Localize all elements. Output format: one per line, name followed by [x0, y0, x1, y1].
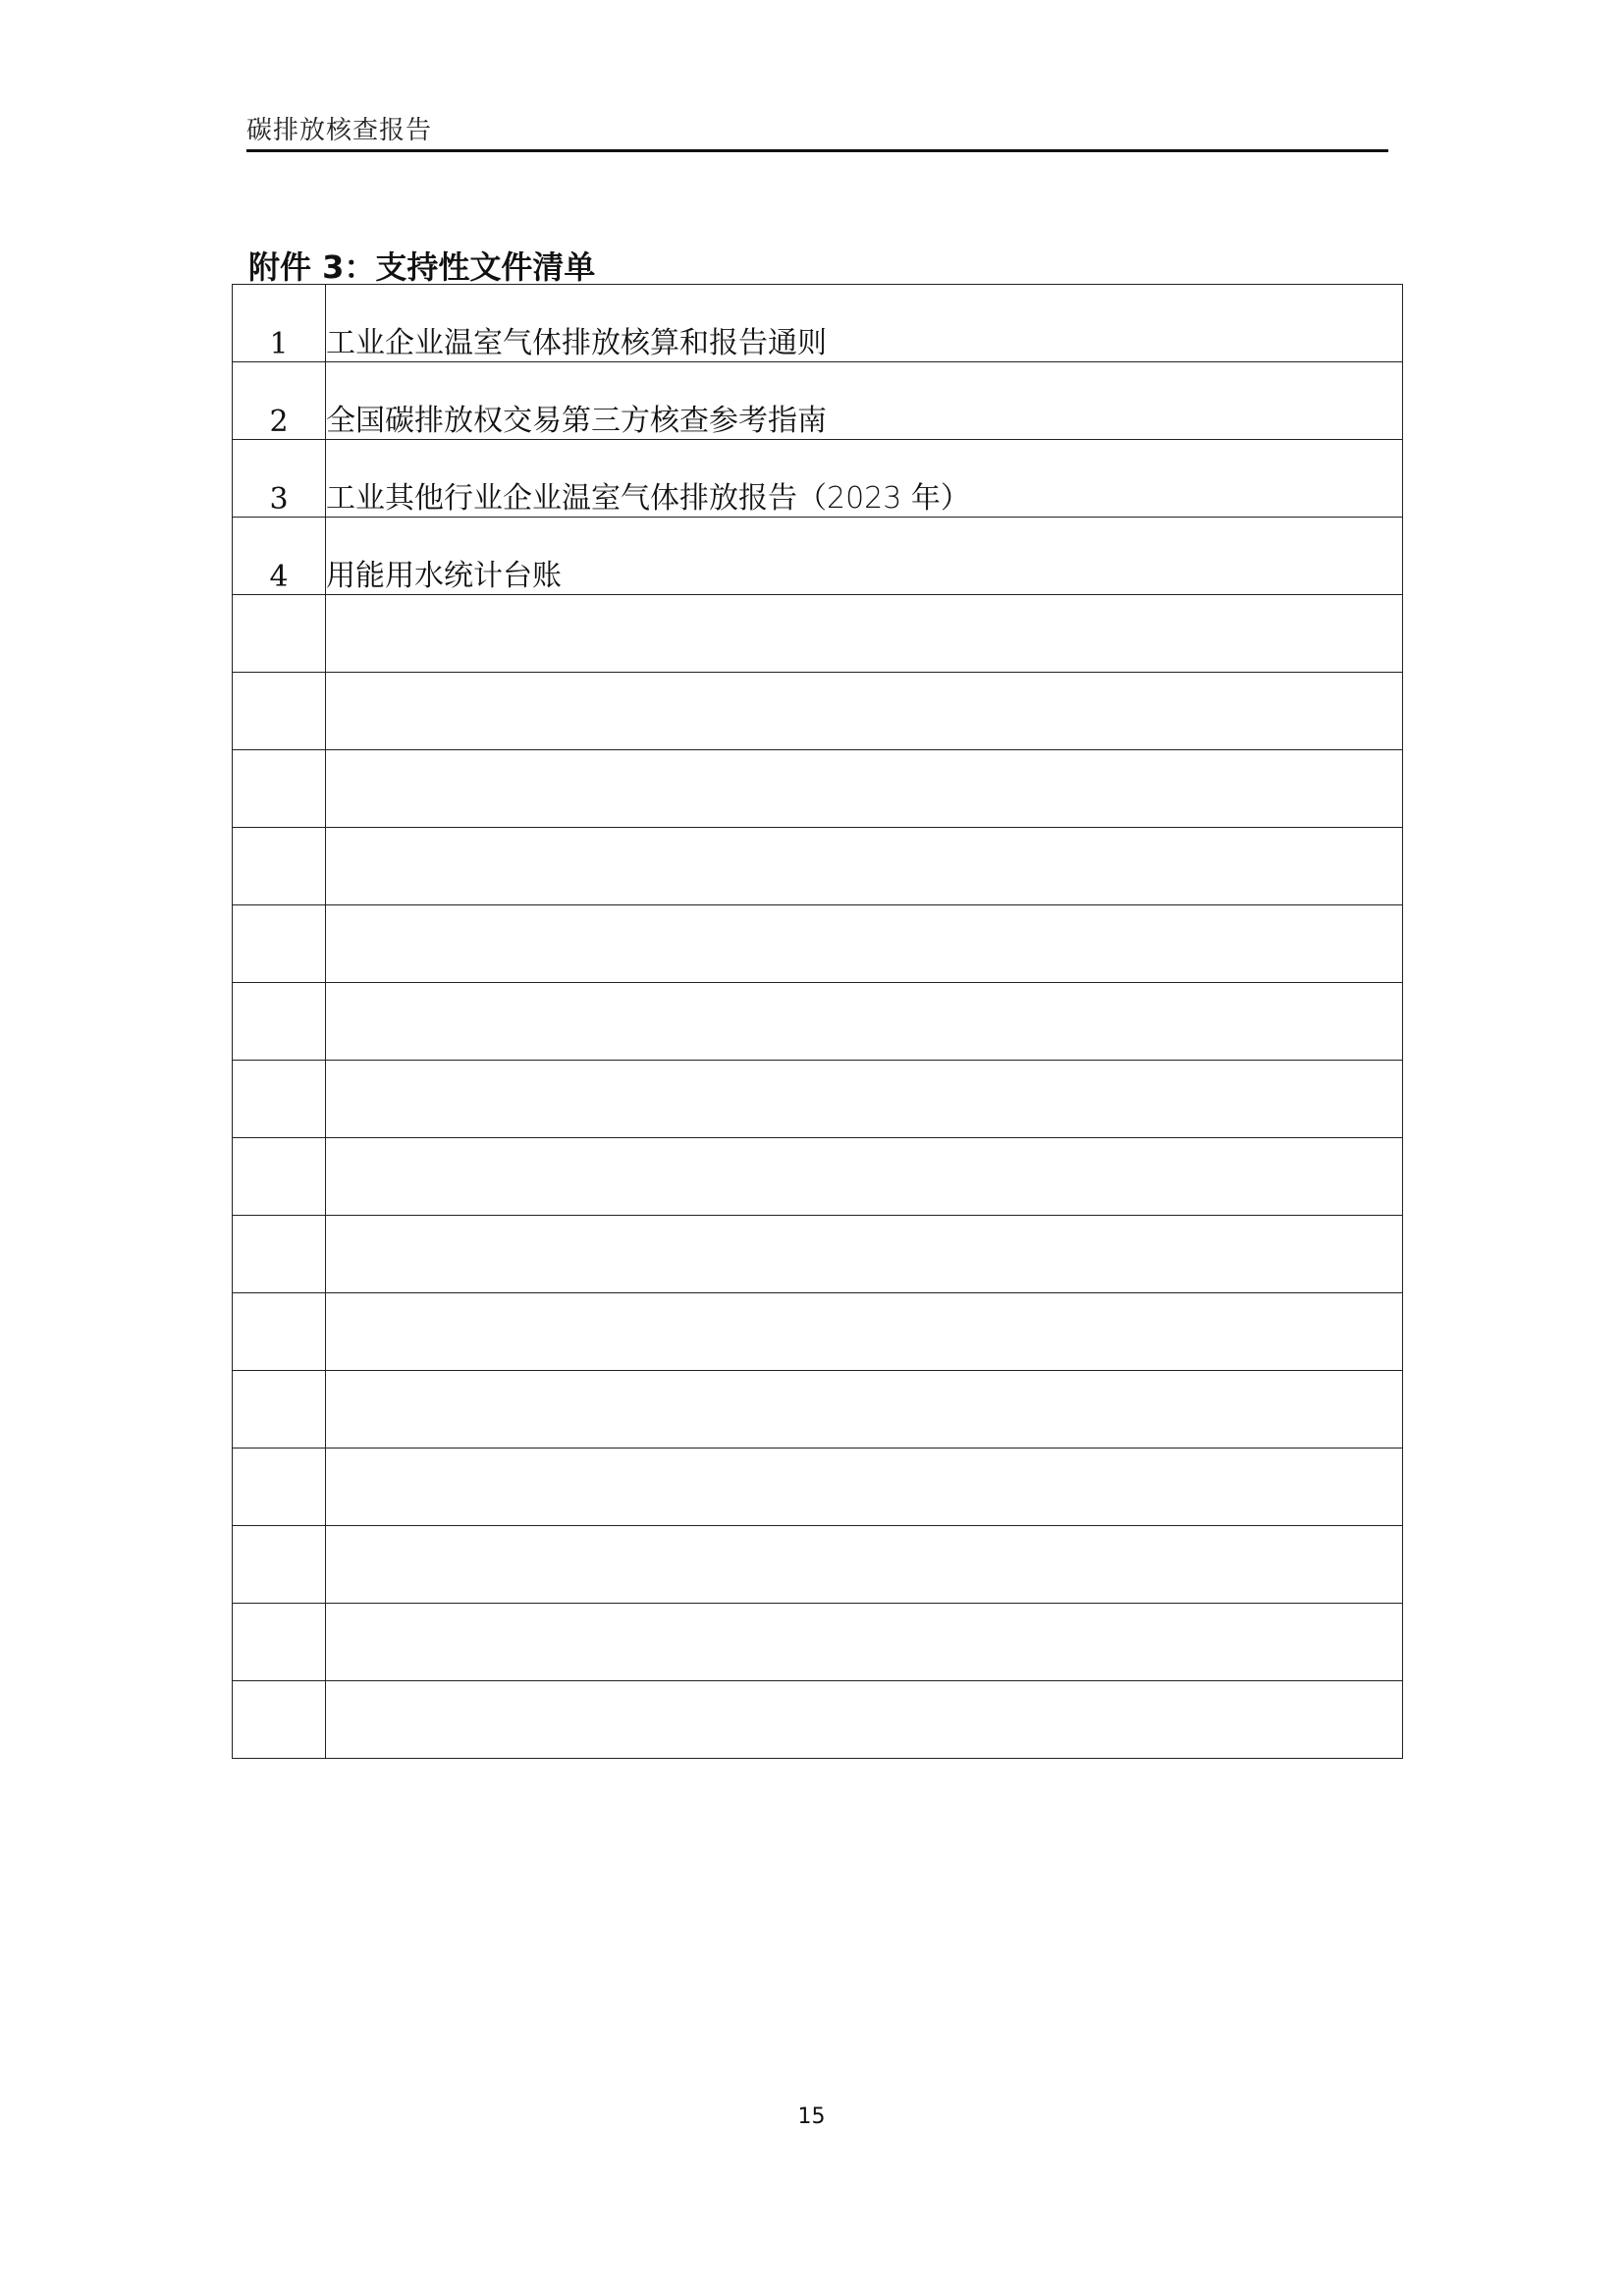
table-row: [233, 362, 1403, 440]
row-number-cell: [233, 1216, 326, 1293]
row-number-cell: [233, 673, 326, 750]
table-row: [233, 828, 1403, 905]
document-name-cell: [326, 1216, 1403, 1293]
table-row: [233, 750, 1403, 828]
table-row: [233, 518, 1403, 595]
document-name-cell: 工业企业温室气体排放核算和报告通则: [326, 285, 1403, 362]
row-number-cell: [233, 828, 326, 905]
table-row: [233, 905, 1403, 983]
table-row: [233, 1293, 1403, 1371]
row-number-cell: [233, 1061, 326, 1138]
table-row: [233, 440, 1403, 518]
table-row: [233, 1371, 1403, 1449]
row-number-cell: [233, 1604, 326, 1681]
document-name-cell: [326, 595, 1403, 673]
table-row: [233, 1526, 1403, 1604]
document-name-cell: 工业其他行业企业温室气体排放报告（2023 年）: [326, 440, 1403, 518]
row-number-cell: [233, 1449, 326, 1526]
document-name-cell: [326, 1526, 1403, 1604]
table-row: [233, 1681, 1403, 1759]
table-row: [233, 595, 1403, 673]
row-number-cell: 4: [233, 518, 326, 595]
row-number-cell: [233, 1138, 326, 1216]
section-title: 附件 3：支持性文件清单: [248, 248, 596, 286]
document-name-cell: [326, 1371, 1403, 1449]
table-row: [233, 285, 1403, 362]
document-name-cell: [326, 673, 1403, 750]
row-number-cell: [233, 1681, 326, 1759]
table-row: [233, 673, 1403, 750]
table-row: [233, 1449, 1403, 1526]
row-number-cell: 3: [233, 440, 326, 518]
document-name-cell: [326, 905, 1403, 983]
document-name-cell: [326, 828, 1403, 905]
document-name-cell: [326, 1061, 1403, 1138]
document-name-cell: [326, 1138, 1403, 1216]
row-number-cell: 1: [233, 285, 326, 362]
row-number-cell: [233, 1293, 326, 1371]
table-row: [233, 1604, 1403, 1681]
document-name-cell: [326, 1449, 1403, 1526]
supporting-documents-table: [232, 284, 1403, 1759]
document-name-cell: [326, 1604, 1403, 1681]
table-row: [233, 1216, 1403, 1293]
page-number: 15: [797, 2105, 826, 2129]
document-name-cell: [326, 750, 1403, 828]
row-number-cell: [233, 750, 326, 828]
table-row: [233, 1061, 1403, 1138]
document-name-cell: 全国碳排放权交易第三方核查参考指南: [326, 362, 1403, 440]
row-number-cell: [233, 1526, 326, 1604]
row-number-cell: [233, 905, 326, 983]
table-row: [233, 983, 1403, 1061]
document-name-cell: 用能用水统计台账: [326, 518, 1403, 595]
row-number-cell: [233, 595, 326, 673]
row-number-cell: 2: [233, 362, 326, 440]
document-name-cell: [326, 983, 1403, 1061]
row-number-cell: [233, 983, 326, 1061]
row-number-cell: [233, 1371, 326, 1449]
document-name-cell: [326, 1293, 1403, 1371]
header-divider: [246, 149, 1388, 152]
table-row: [233, 1138, 1403, 1216]
page-header-title: 碳排放核查报告: [246, 116, 433, 145]
document-name-cell: [326, 1681, 1403, 1759]
